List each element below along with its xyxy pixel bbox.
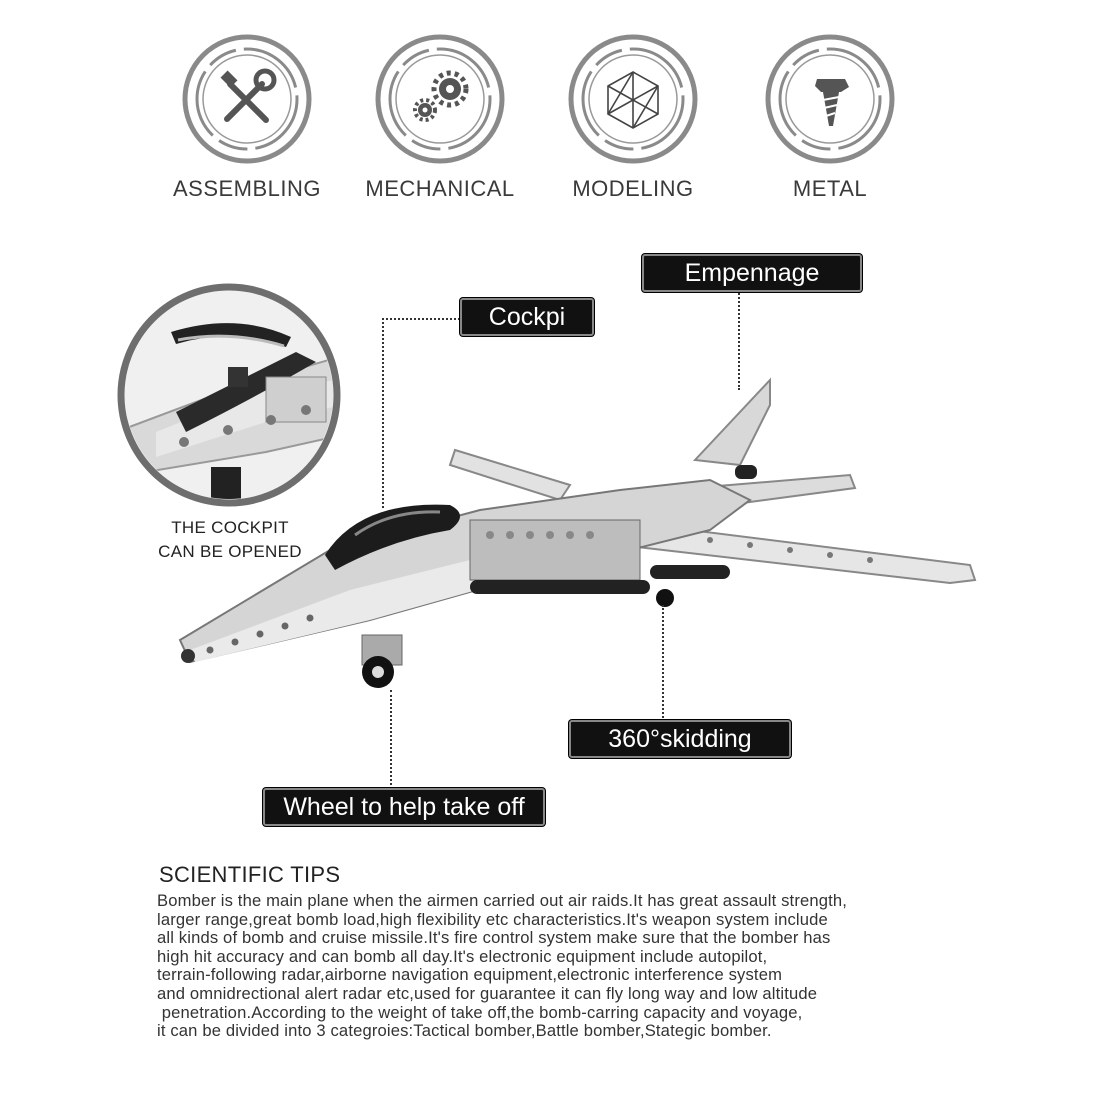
- tips-line: and omnidrectional alert radar etc,used for guarantee it can fly long way and low altitude: [157, 983, 818, 1003]
- feature-label: METAL: [792, 176, 868, 201]
- feature-modeling: [538, 34, 728, 202]
- screw-icon: [765, 34, 895, 164]
- skidding-leader-v: [662, 605, 664, 718]
- feature-mechanical: [345, 34, 535, 202]
- cockpit-leader-v: [382, 318, 384, 508]
- tips-line: penetration.According to the weight of take off,the bomb-carring capacity and voyage,: [157, 1002, 803, 1022]
- callout-empennage: Empennage: [642, 254, 862, 292]
- gears-icon: [375, 34, 505, 164]
- polyhedron-icon: [568, 34, 698, 164]
- tips-line: all kinds of bomb and cruise missile.It's fire control system make sure that the bomber has: [157, 928, 831, 948]
- tips-body: [157, 892, 957, 1041]
- feature-metal: [735, 34, 925, 202]
- empennage-leader: [738, 290, 740, 390]
- callout-wheel: Wheel to help take off: [263, 788, 545, 826]
- tips-line: it can be divided into 3 categroies:Tactical bomber,Battle bomber,Stategic bomber.: [157, 1021, 772, 1041]
- tips-line: larger range,great bomb load,high flexibility etc characteristics.It's weapon system include: [157, 909, 828, 929]
- tips-line: terrain-following radar,airborne navigation equipment,electronic interference system: [157, 965, 783, 985]
- feature-label: MODELING: [572, 176, 694, 201]
- bomber-model-image: [150, 370, 990, 710]
- cockpit-caption-line2: CAN BE OPENED: [158, 542, 302, 561]
- cockpit-leader-h: [382, 318, 460, 320]
- tips-line: high hit accuracy and can bomb all day.It's electronic equipment include autopilot,: [157, 946, 768, 966]
- cockpit-caption-line1: THE COCKPIT: [171, 518, 289, 537]
- wheel-leader: [390, 690, 392, 785]
- callout-skidding: 360°skidding: [569, 720, 791, 758]
- feature-assembling: [152, 34, 342, 202]
- tools-icon: [182, 34, 312, 164]
- tips-line: Bomber is the main plane when the airmen carried out air raids.It has great assault strength,: [157, 891, 848, 910]
- callout-cockpit: Cockpi: [460, 298, 594, 336]
- tips-title: SCIENTIFIC TIPS: [159, 862, 341, 887]
- feature-label: ASSEMBLING: [172, 176, 322, 201]
- feature-label: MECHANICAL: [365, 176, 515, 201]
